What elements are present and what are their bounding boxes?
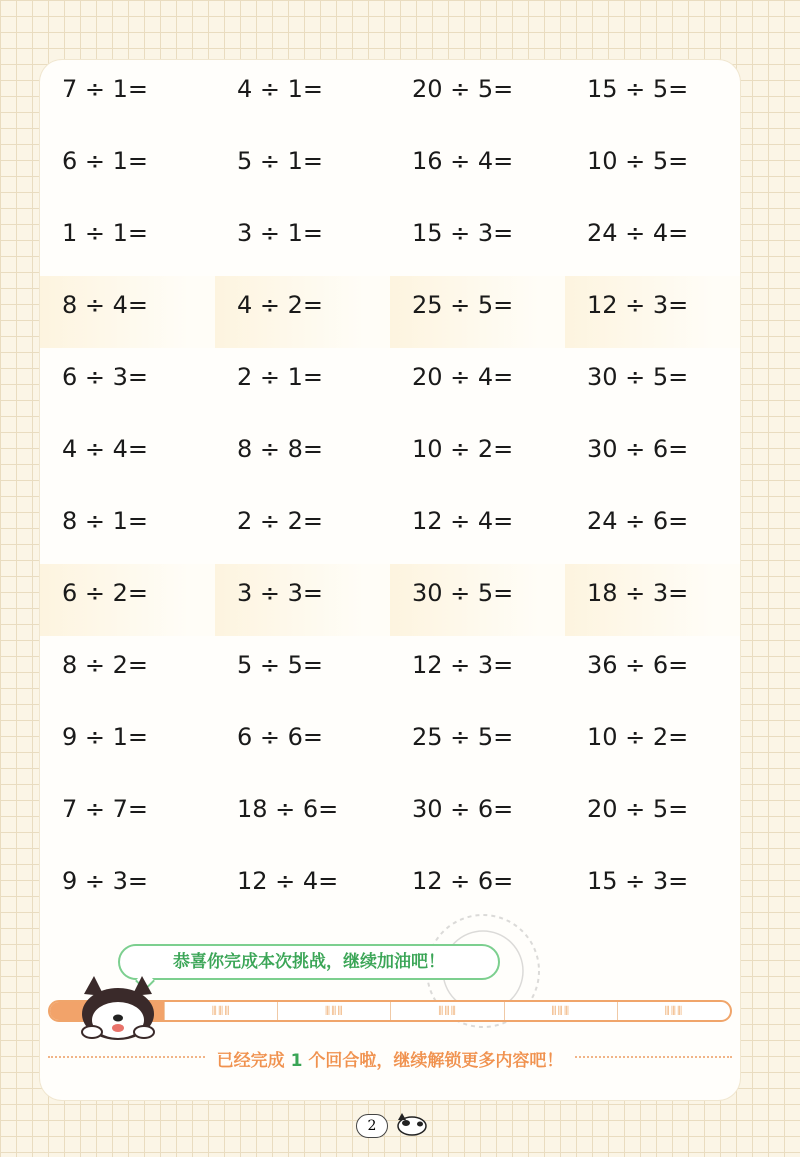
status-prefix: 已经完成	[216, 1051, 291, 1071]
problem-cell: 4 ÷ 1=	[237, 75, 324, 103]
status-line	[40, 1046, 740, 1071]
problem-cell: 30 ÷ 5=	[587, 363, 689, 391]
problem-cell: 8 ÷ 8=	[237, 435, 324, 463]
problem-cell: 5 ÷ 5=	[237, 651, 324, 679]
congrats-bubble: 恭喜你完成本次挑战，继续加油吧！	[118, 944, 500, 980]
problem-cell: 12 ÷ 6=	[412, 867, 514, 895]
problem-cell: 8 ÷ 4=	[40, 276, 215, 348]
problem-cell: 15 ÷ 5=	[587, 75, 689, 103]
problem-cell: 30 ÷ 6=	[412, 795, 514, 823]
status-count: 1	[290, 1051, 303, 1071]
problem-cell: 24 ÷ 6=	[587, 507, 689, 535]
dog-mascot-icon	[70, 972, 166, 1040]
page-number: 2	[356, 1114, 388, 1138]
problem-cell: 9 ÷ 3=	[62, 867, 149, 895]
problem-cell: 10 ÷ 2=	[587, 723, 689, 751]
problem-cell: 12 ÷ 4=	[412, 507, 514, 535]
problem-cell: 6 ÷ 2=	[40, 564, 215, 636]
worksheet-card	[40, 60, 740, 1100]
problem-cell: 10 ÷ 2=	[412, 435, 514, 463]
problem-cell: 20 ÷ 5=	[412, 75, 514, 103]
bone-icon: ⦀⦀⦀	[664, 1003, 684, 1018]
problem-cell: 8 ÷ 1=	[62, 507, 149, 535]
progress-segment	[505, 1002, 618, 1020]
problem-cell: 5 ÷ 1=	[237, 147, 324, 175]
problem-cell: 3 ÷ 1=	[237, 219, 324, 247]
problem-cell: 30 ÷ 6=	[587, 435, 689, 463]
problem-cell: 25 ÷ 5=	[412, 723, 514, 751]
problem-cell: 2 ÷ 1=	[237, 363, 324, 391]
problem-cell: 30 ÷ 5=	[390, 564, 565, 636]
problem-cell: 1 ÷ 1=	[62, 219, 149, 247]
page-dog-icon	[392, 1110, 430, 1138]
problem-cell: 6 ÷ 6=	[237, 723, 324, 751]
problem-cell: 7 ÷ 1=	[62, 75, 149, 103]
problem-cell: 4 ÷ 2=	[215, 276, 390, 348]
problem-cell: 20 ÷ 5=	[587, 795, 689, 823]
bone-icon: ⦀⦀⦀	[551, 1003, 571, 1018]
problem-cell: 12 ÷ 4=	[237, 867, 339, 895]
problem-cell: 16 ÷ 4=	[412, 147, 514, 175]
bone-icon: ⦀⦀⦀	[324, 1003, 344, 1018]
problem-cell: 25 ÷ 5=	[390, 276, 565, 348]
problem-cell: 20 ÷ 4=	[412, 363, 514, 391]
problem-cell: 2 ÷ 2=	[237, 507, 324, 535]
problem-cell: 24 ÷ 4=	[587, 219, 689, 247]
problem-cell: 3 ÷ 3=	[215, 564, 390, 636]
problem-cell: 36 ÷ 6=	[587, 651, 689, 679]
progress-segment	[618, 1002, 730, 1020]
bone-icon: ⦀⦀⦀	[438, 1003, 457, 1018]
progress-segment	[278, 1002, 391, 1020]
problem-grid	[40, 60, 740, 924]
progress-segment	[165, 1002, 278, 1020]
bone-icon: ⦀⦀⦀	[211, 1003, 231, 1018]
problem-cell: 8 ÷ 2=	[62, 651, 149, 679]
problem-cell: 10 ÷ 5=	[587, 147, 689, 175]
problem-cell: 6 ÷ 1=	[62, 147, 149, 175]
progress-segment	[391, 1002, 504, 1020]
problem-cell: 12 ÷ 3=	[412, 651, 514, 679]
problem-cell: 18 ÷ 3=	[565, 564, 740, 636]
problem-cell: 9 ÷ 1=	[62, 723, 149, 751]
problem-cell: 15 ÷ 3=	[587, 867, 689, 895]
status-suffix: 个回合啦，继续解锁更多内容吧！	[302, 1051, 564, 1071]
problem-cell: 6 ÷ 3=	[62, 363, 149, 391]
problem-cell: 7 ÷ 7=	[62, 795, 149, 823]
problem-cell: 18 ÷ 6=	[237, 795, 339, 823]
problem-cell: 12 ÷ 3=	[565, 276, 740, 348]
problem-cell: 15 ÷ 3=	[412, 219, 514, 247]
problem-cell: 4 ÷ 4=	[62, 435, 149, 463]
